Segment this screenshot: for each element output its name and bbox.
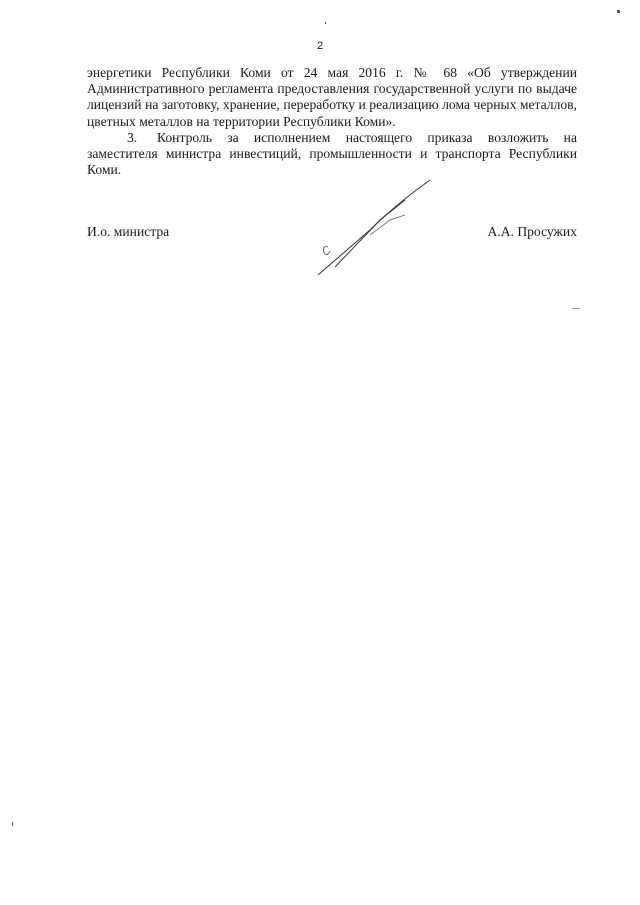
- handwritten-signature-icon: [310, 175, 440, 280]
- signatory-position: И.о. министра: [87, 224, 170, 239]
- scan-artifact: [12, 822, 13, 826]
- item-text: Контроль за исполнением настоящего приказа возложить на заместителя министра инвестиций, промышленности и транспорта Республики Коми.: [87, 129, 577, 178]
- page-number: 2: [316, 40, 324, 52]
- paragraph-item-3: [87, 130, 577, 179]
- scan-artifact: [572, 308, 580, 309]
- scan-artifact: [617, 10, 620, 13]
- item-number: 3.: [127, 129, 138, 145]
- paragraph-continuation: энергетики Республики Коми от 24 мая 2016 г. № 68 «Об утверждении Административного регламента предоставления государственной услуги по выдаче лицензий на заготовку, хранение, переработку и реализацию лома черных металлов, цветных металлов на территории Республики Коми».: [87, 65, 577, 129]
- scan-artifact: [325, 22, 326, 24]
- document-body: [87, 65, 577, 178]
- signatory-name: А.А. Просужих: [487, 224, 577, 239]
